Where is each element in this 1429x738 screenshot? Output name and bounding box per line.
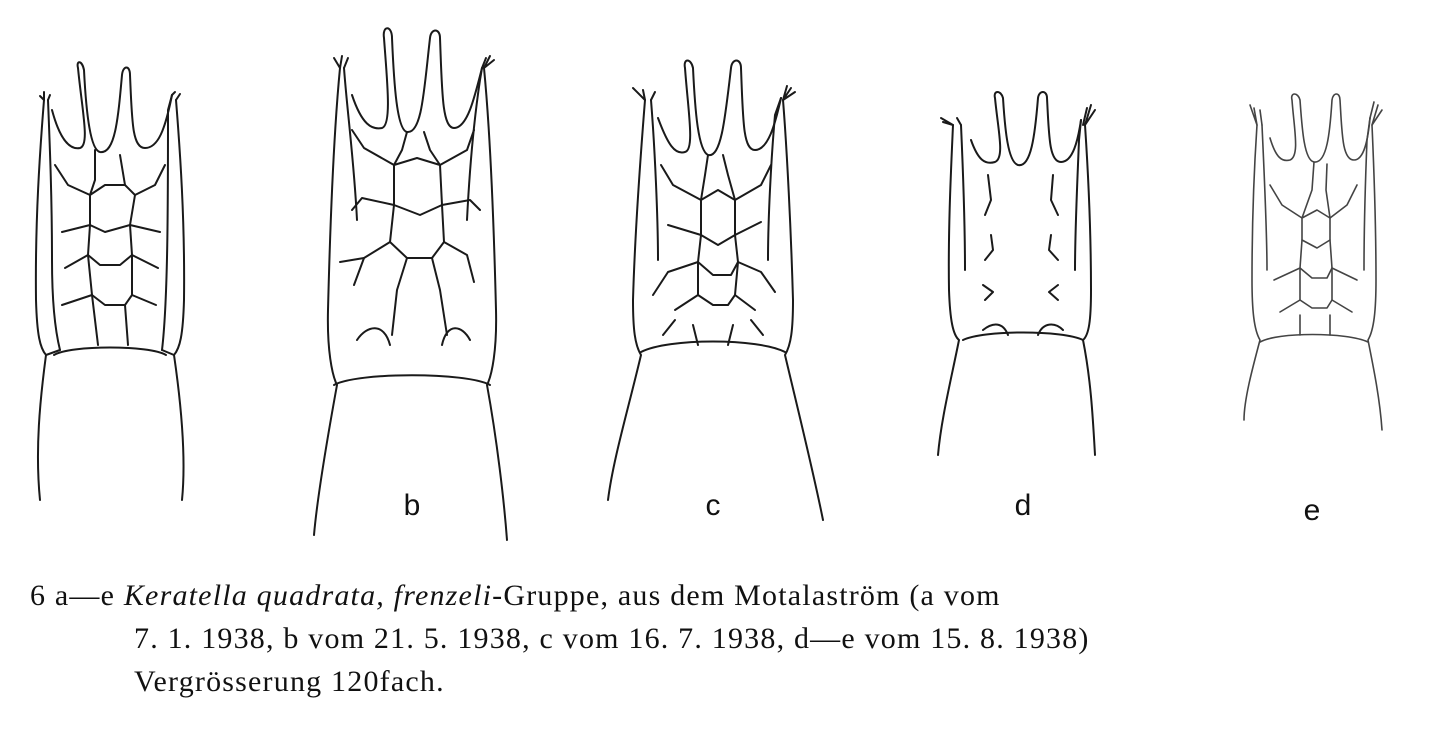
- caption-line-1: [30, 574, 1410, 617]
- rotifer-drawing-e: [1244, 94, 1382, 430]
- panel-label-d: d: [1014, 489, 1032, 522]
- caption-line-3: Vergrösserung 120fach.: [134, 665, 445, 698]
- figure-caption: [30, 574, 1410, 703]
- caption-line-2: 7. 1. 1938, b vom 21. 5. 1938, c vom 16. 7. 1938, d—e vom 15. 8. 1938): [134, 622, 1090, 655]
- panel-label-e: e: [1303, 494, 1321, 527]
- panel-label-b: b: [403, 489, 421, 522]
- rotifer-drawing-d: [938, 92, 1095, 455]
- caption-line-1-rest: -Gruppe, aus dem Motalaström (a vom: [492, 579, 1001, 612]
- rotifer-drawing-b: [314, 28, 507, 540]
- rotifer-drawing-a: [36, 62, 184, 500]
- caption-figure-number: 6 a—e: [30, 579, 116, 612]
- rotifer-drawing-c: [608, 61, 823, 521]
- caption-species-name: Keratella quadrata, frenzeli: [123, 579, 493, 612]
- panel-label-c: c: [705, 489, 721, 522]
